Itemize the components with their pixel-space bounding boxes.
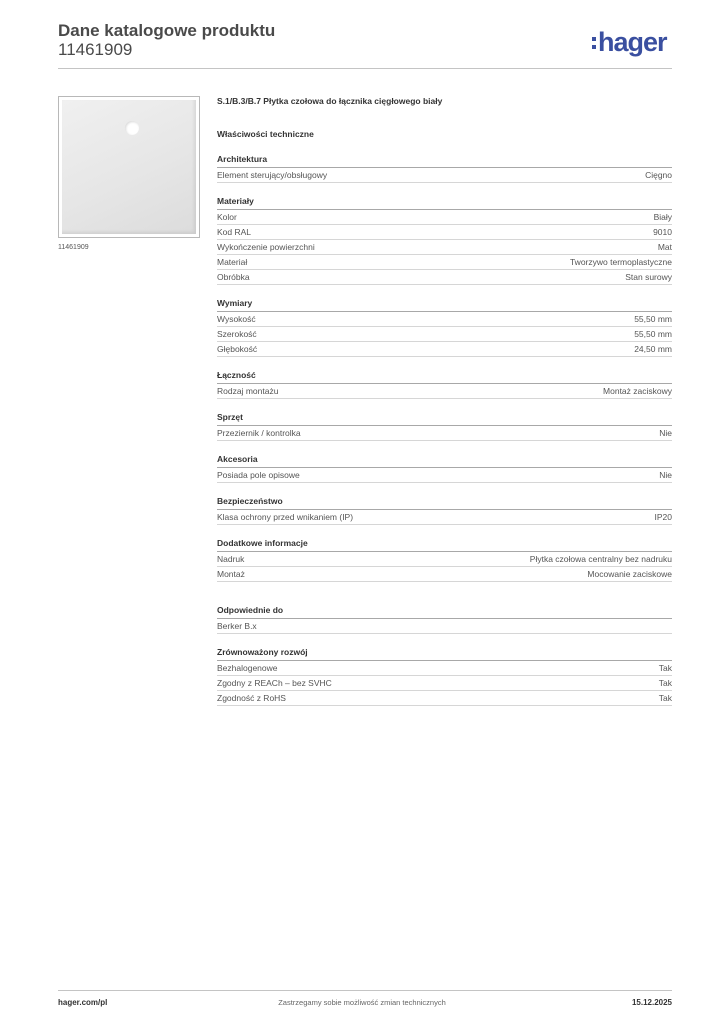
spec-value: 24,50 mm bbox=[634, 344, 672, 354]
section-title: Dodatkowe informacje bbox=[217, 538, 672, 552]
spec-row bbox=[217, 168, 672, 183]
section-title: Zrównoważony rozwój bbox=[217, 647, 672, 661]
spec-value: Nie bbox=[659, 428, 672, 438]
spec-label: Kod RAL bbox=[217, 227, 252, 237]
spec-value: Tworzywo termoplastyczne bbox=[569, 257, 672, 267]
pull-cord-hole bbox=[125, 121, 139, 135]
spec-label: Element sterujący/obsługowy bbox=[217, 170, 328, 180]
spec-label: Wykończenie powierzchni bbox=[217, 242, 315, 252]
section-sprzet bbox=[217, 412, 672, 441]
spec-label: Posiada pole opisowe bbox=[217, 470, 300, 480]
extra-sections bbox=[217, 605, 672, 706]
spec-row bbox=[217, 270, 672, 285]
cover-plate-picture bbox=[62, 100, 196, 234]
footer-divider bbox=[58, 990, 672, 991]
technical-properties-heading: Właściwości techniczne bbox=[217, 129, 314, 139]
spec-label: Materiał bbox=[217, 257, 248, 267]
spec-label: Głębokość bbox=[217, 344, 258, 354]
spec-value: Biały bbox=[653, 212, 672, 222]
spec-label: Zgodny z REACh – bez SVHC bbox=[217, 678, 332, 688]
spec-value: IP20 bbox=[654, 512, 672, 522]
spec-value: Mat bbox=[657, 242, 672, 252]
header-divider bbox=[58, 68, 672, 69]
spec-label: Kolor bbox=[217, 212, 237, 222]
document-title: Dane katalogowe produktu bbox=[58, 21, 276, 40]
spec-label: Wysokość bbox=[217, 314, 256, 324]
section-odpowiednie-do bbox=[217, 605, 672, 634]
product-code: 11461909 bbox=[58, 40, 133, 59]
spec-label: Obróbka bbox=[217, 272, 250, 282]
spec-label: Bezhalogenowe bbox=[217, 663, 278, 673]
section-zrownowazony-rozwoj bbox=[217, 647, 672, 706]
spec-row bbox=[217, 384, 672, 399]
section-wymiary bbox=[217, 298, 672, 357]
footer-website: hager.com/pl bbox=[58, 998, 108, 1007]
spec-value: 9010 bbox=[653, 227, 672, 237]
section-title: Sprzęt bbox=[217, 412, 672, 426]
section-title: Materiały bbox=[217, 196, 672, 210]
spec-label: Rodzaj montażu bbox=[217, 386, 279, 396]
spec-label: Montaż bbox=[217, 569, 245, 579]
image-caption: 11461909 bbox=[58, 244, 89, 251]
spec-row bbox=[217, 240, 672, 255]
section-title: Odpowiednie do bbox=[217, 605, 672, 619]
spec-value: Mocowanie zaciskowe bbox=[587, 569, 672, 579]
section-title: Wymiary bbox=[217, 298, 672, 312]
spec-label: Klasa ochrony przed wnikaniem (IP) bbox=[217, 512, 354, 522]
spec-row bbox=[217, 552, 672, 567]
section-lacznosc bbox=[217, 370, 672, 399]
spec-value: Tak bbox=[658, 693, 672, 703]
spec-value: Stan surowy bbox=[625, 272, 672, 282]
product-title: S.1/B.3/B.7 Płytka czołowa do łącznika cięgłowego biały bbox=[217, 96, 443, 106]
spec-row bbox=[217, 510, 672, 525]
spec-label: Szerokość bbox=[217, 329, 257, 339]
spec-row bbox=[217, 255, 672, 270]
logo-text: hager bbox=[598, 27, 667, 57]
section-title: Architektura bbox=[217, 154, 672, 168]
section-dodatkowe-informacje bbox=[217, 538, 672, 582]
spec-value: Cięgno bbox=[645, 170, 672, 180]
spec-row bbox=[217, 327, 672, 342]
spec-label: Nadruk bbox=[217, 554, 245, 564]
spec-row bbox=[217, 342, 672, 357]
section-title: Akcesoria bbox=[217, 454, 672, 468]
spec-row bbox=[217, 661, 672, 676]
spec-value: 55,50 mm bbox=[634, 314, 672, 324]
spec-row bbox=[217, 691, 672, 706]
spec-row bbox=[217, 426, 672, 441]
spec-label: Zgodność z RoHS bbox=[217, 693, 286, 703]
section-bezpieczenstwo bbox=[217, 496, 672, 525]
section-materialy bbox=[217, 196, 672, 285]
logo-colon-icon bbox=[592, 33, 596, 51]
spec-row bbox=[217, 676, 672, 691]
spec-value: Tak bbox=[658, 663, 672, 673]
spec-value: Montaż zaciskowy bbox=[603, 386, 672, 396]
section-title: Bezpieczeństwo bbox=[217, 496, 672, 510]
section-title: Łączność bbox=[217, 370, 672, 384]
section-architektura bbox=[217, 154, 672, 183]
spec-sections bbox=[217, 154, 672, 582]
spec-value: Płytka czołowa centralny bez nadruku bbox=[529, 554, 672, 564]
spec-value: Tak bbox=[658, 678, 672, 688]
spec-row bbox=[217, 619, 672, 634]
spec-row bbox=[217, 210, 672, 225]
section-akcesoria bbox=[217, 454, 672, 483]
hager-logo bbox=[592, 27, 667, 58]
spec-row bbox=[217, 225, 672, 240]
spec-label: Berker B.x bbox=[217, 621, 257, 631]
spec-row bbox=[217, 312, 672, 327]
spec-value: 55,50 mm bbox=[634, 329, 672, 339]
product-image bbox=[58, 96, 200, 238]
spec-row bbox=[217, 468, 672, 483]
spec-content bbox=[217, 96, 672, 706]
spec-row bbox=[217, 567, 672, 582]
footer-date: 15.12.2025 bbox=[631, 998, 672, 1007]
spec-value: Nie bbox=[659, 470, 672, 480]
footer-notice: Zastrzegamy sobie możliwość zmian technicznych bbox=[278, 998, 446, 1007]
spec-label: Przeziernik / kontrolka bbox=[217, 428, 301, 438]
